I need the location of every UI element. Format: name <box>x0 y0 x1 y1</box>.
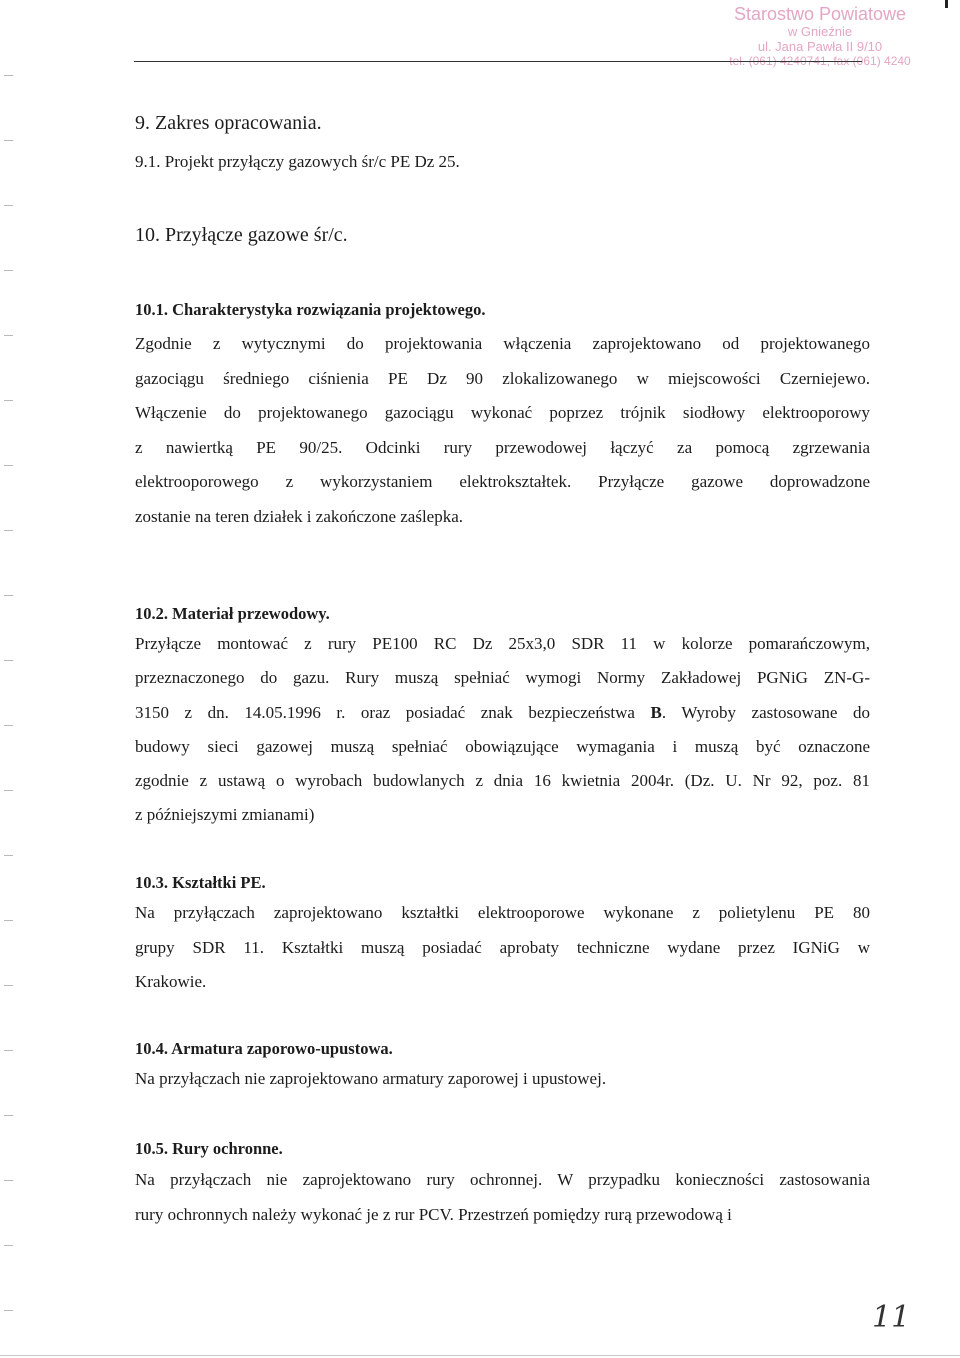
safety-mark: B <box>650 702 662 722</box>
left-margin-ticks <box>4 0 14 1358</box>
section-10-1-line: Zgodnie z wytycznymi do projektowania włączenia zaprojektowano od projektowanego <box>135 334 870 353</box>
section-10-1-line: z nawiertką PE 90/25. Odcinki rury przewodowej łączyć za pomocą zgrzewania <box>135 437 870 457</box>
section-10-5-title: 10.5. Rury ochronne. <box>135 1139 283 1158</box>
section-10-1-line: elektrooporowego z wykorzystaniem elektrokształtek. Przyłącze gazowe doprowadzone <box>135 472 870 491</box>
section-10-2-line3-tail: . Wyroby zastosowane do <box>661 702 870 722</box>
stamp-line-1: Starostwo Powiatowe <box>733 4 907 24</box>
corner-mark <box>945 0 948 8</box>
section-10-1-title: 10.1. Charakterystyka rozwiązania projektowego. <box>135 300 486 319</box>
section-10-3-line: Krakowie. <box>135 972 207 991</box>
section-10-2-line-3 <box>135 696 870 730</box>
section-10-2-line3-text: 3150 z dn. 14.05.1996 r. oraz posiadać znak bezpieczeństwa <box>135 702 635 722</box>
section-10-2-line: budowy sieci gazowej muszą spełniać obowiązujące wymagania i muszą być oznaczone <box>135 736 870 756</box>
stamp-line-4: tel. (061) 4240741, fax (061) 4240 <box>729 53 911 68</box>
bottom-scan-edge <box>0 1355 960 1356</box>
section-10-2-line: zgodnie z ustawą o wyrobach budowlanych z dnia 16 kwietnia 2004r. (Dz. U. Nr 92, poz. 81 <box>135 771 870 791</box>
section-10-3-body <box>135 896 870 1000</box>
section-10-4-line: Na przyłączach nie zaprojektowano armatury zaporowej i upustowej. <box>135 1069 607 1088</box>
section-10-1-line: Włączenie do projektowanego gazociągu wykonać poprzez trójnik siodłowy elektrooporowy <box>135 403 870 422</box>
section-10-2-line: przeznaczonego do gazu. Rury muszą spełniać wymogi Normy Zakładowej PGNiG ZN-G- <box>135 668 870 688</box>
heading-10: 10. Przyłącze gazowe śr/c. <box>135 224 348 246</box>
section-10-3-line: Na przyłączach zaprojektowano kształtki elektrooporowe wykonane z polietylenu PE 80 <box>135 903 870 922</box>
section-10-5-line: rury ochronnych należy wykonać je z rur PCV. Przestrzeń pomiędzy rurą przewodową i <box>135 1204 732 1224</box>
section-10-2-title: 10.2. Materiał przewodowy. <box>135 604 330 623</box>
section-10-2-line: z późniejszymi zmianami) <box>135 805 315 825</box>
stamp-line-3: ul. Jana Pawła II 9/10 <box>757 38 883 54</box>
page-number: 11 <box>872 1300 911 1335</box>
section-10-3-title: 10.3. Kształtki PE. <box>135 873 266 892</box>
section-10-2-body <box>135 627 870 833</box>
stamp-line-2: w Gnieźnie <box>787 23 853 39</box>
section-10-5-line: Na przyłączach nie zaprojektowano rury ochronnej. W przypadku konieczności zastosowania <box>135 1170 870 1189</box>
section-10-2-line: Przyłącze montować z rury PE100 RC Dz 25x3,0 SDR 11 w kolorze pomarańczowym, <box>135 634 870 653</box>
section-10-4-body <box>135 1062 870 1097</box>
section-10-1-line: zostanie na teren działek i zakończone zaślepka. <box>135 506 464 526</box>
section-10-1-line: gazociągu średniego ciśnienia PE Dz 90 zlokalizowanego w miejscowości Czerniejewo. <box>135 368 870 388</box>
section-10-3-line: grupy SDR 11. Kształtki muszą posiadać aprobaty techniczne wydane przez IGNiG w <box>135 937 870 957</box>
section-10-5-body <box>135 1163 870 1232</box>
heading-9-1: 9.1. Projekt przyłączy gazowych śr/c PE Dz 25. <box>135 152 460 171</box>
section-10-4-title: 10.4. Armatura zaporowo-upustowa. <box>135 1039 393 1058</box>
heading-9: 9. Zakres opracowania. <box>135 112 322 134</box>
section-10-1-body <box>135 327 870 534</box>
header-rule <box>134 61 862 62</box>
office-stamp <box>700 4 940 68</box>
